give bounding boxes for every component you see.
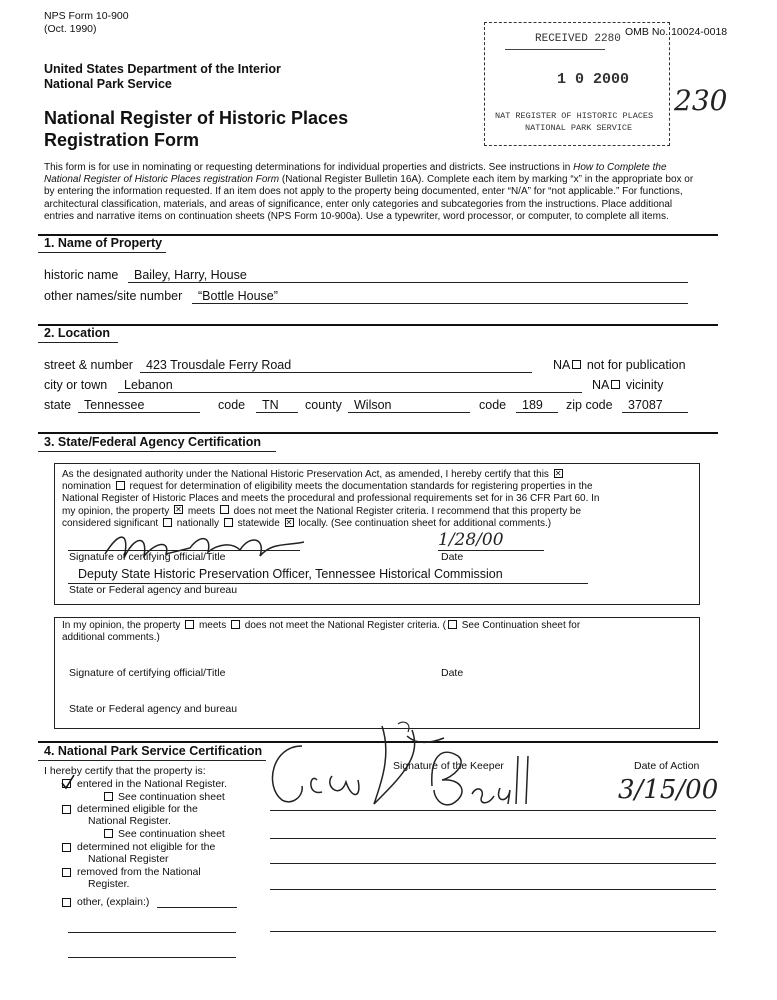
removed-label: removed from the National — [77, 866, 201, 878]
handwritten-number: 230 — [674, 84, 728, 117]
rule — [38, 432, 718, 434]
received-stamp — [484, 22, 670, 146]
signature2-label: Signature of certifying official/Title — [69, 667, 226, 679]
form-subtitle: Registration Form — [44, 130, 200, 150]
form-title: National Register of Historic Places — [44, 108, 349, 128]
stamp-service: NATIONAL PARK SERVICE — [525, 123, 633, 133]
date2-label: Date — [441, 667, 464, 679]
historic-name-field[interactable]: Bailey, Harry, House — [128, 267, 688, 283]
not-eligible-label-2: National Register — [88, 853, 169, 865]
keeper-line[interactable] — [270, 863, 716, 864]
nationally-checkbox[interactable] — [163, 518, 172, 527]
service: National Park Service — [44, 77, 172, 91]
continuation-1-label: See continuation sheet — [118, 791, 225, 803]
section-3-heading: 3. State/Federal Agency Certification — [44, 435, 261, 449]
opinion-continuation-checkbox[interactable] — [448, 620, 457, 629]
signature-label: Signature of certifying official/Title — [69, 551, 226, 563]
county-field[interactable]: Wilson — [348, 397, 470, 413]
other-names-label: other names/site number — [44, 289, 183, 303]
explain-line[interactable] — [68, 957, 236, 958]
certify-statement: I hereby certify that the property is: — [44, 765, 206, 777]
zip-label: zip code — [566, 398, 613, 412]
agency2-label: State or Federal agency and bureau — [69, 703, 238, 715]
keeper-line[interactable] — [270, 931, 716, 932]
other-label: other, (explain:) — [77, 896, 150, 908]
form-number: NPS Form 10-900 — [44, 10, 129, 22]
vicinity-checkbox[interactable] — [611, 380, 620, 389]
removed-checkbox[interactable] — [62, 868, 71, 877]
explain-line[interactable] — [68, 932, 236, 933]
stamp-received: RECEIVED 2280 — [535, 33, 621, 45]
removed-label-2: Register. — [88, 878, 130, 890]
county-code-label: code — [479, 398, 507, 412]
zip-field[interactable]: 37087 — [622, 397, 688, 413]
opinion-text: In my opinion, the property meets does not meet the National Register criteria. ( See Continuation sheet for additional comments.) — [62, 620, 581, 644]
date-label: Date — [441, 551, 464, 563]
eligible-label-2: National Register. — [88, 815, 171, 827]
street-field[interactable]: 423 Trousdale Ferry Road — [140, 357, 532, 373]
keeper-line[interactable] — [270, 810, 716, 811]
keeper-label: Signature of the Keeper — [393, 760, 504, 772]
opinion-meets-checkbox[interactable] — [185, 620, 194, 629]
keeper-line[interactable] — [270, 889, 716, 890]
omb-number: OMB No. 10024-0018 — [625, 26, 728, 38]
section-1-heading: 1. Name of Property — [44, 236, 163, 250]
street-label: street & number — [44, 358, 133, 372]
city-field[interactable]: Lebanon — [118, 377, 582, 393]
action-date: 3/15/00 — [618, 775, 719, 805]
state-code-field[interactable]: TN — [256, 397, 298, 413]
not-eligible-checkbox[interactable] — [62, 843, 71, 852]
county-label: county — [305, 398, 342, 412]
request-checkbox[interactable] — [116, 481, 125, 490]
agency-label: State or Federal agency and bureau — [69, 584, 238, 596]
state-field[interactable]: Tennessee — [78, 397, 200, 413]
does-not-meet-checkbox[interactable] — [220, 505, 229, 514]
county-code-field[interactable]: 189 — [516, 397, 558, 413]
eligible-label: determined eligible for the — [77, 803, 198, 815]
date-of-action-label: Date of Action — [634, 760, 700, 772]
continuation-2-checkbox[interactable] — [104, 829, 113, 838]
other-explain-line[interactable] — [157, 907, 237, 908]
continuation-1-checkbox[interactable] — [104, 792, 113, 801]
code-label: code — [218, 398, 246, 412]
form-date: (Oct. 1990) — [44, 23, 97, 35]
locally-checkbox[interactable] — [285, 518, 294, 527]
other-names-field[interactable]: “Bottle House” — [192, 288, 688, 304]
other-checkbox[interactable] — [62, 898, 71, 907]
opinion-does-not-meet-checkbox[interactable] — [231, 620, 240, 629]
certification-text: As the designated authority under the National Historic Preservation Act, as amended, I hereby certify that this ✕ nomination request for determination of eligibility meets the documentation standards for registering properties in the National Register of Historic Places and meets the procedural and professional requirements set for in 36 CFR Part 60. In my opinion, the property ✕ meets does not meet the National Register criteria. I recommend that this property be considered significant nationally statewide ✕ locally. (See continuation sheet for additional comments.) — [62, 469, 694, 530]
official-title: Deputy State Historic Preservation Officer, Tennessee Historical Commission — [78, 567, 503, 581]
stamp-register: NAT REGISTER OF HISTORIC PLACES — [495, 111, 654, 121]
eligible-checkbox[interactable] — [62, 805, 71, 814]
not-eligible-label: determined not eligible for the — [77, 841, 216, 853]
vicinity[interactable]: NA vicinity — [592, 378, 664, 392]
check-mark-icon — [60, 774, 76, 790]
stamp-date: 1 0 2000 — [557, 71, 630, 88]
signature-date: 1/28/00 — [438, 530, 504, 550]
section-4-heading: 4. National Park Service Certification — [44, 744, 263, 758]
keeper-line[interactable] — [270, 838, 716, 839]
city-label: city or town — [44, 378, 108, 392]
rule — [38, 324, 718, 326]
instructions: This form is for use in nominating or requesting determinations for individual properties and districts. See instructions in How to Complete the National Register of Historic Places registration Form (National Register Bulletin 16A). Complete each item by marking “x” in the appropriate box or by entering the information requested. If an item does not apply to the property being documented, enter “N/A” for “not applicable.” For functions, architectural classification, materials, and areas of significance, enter only categories and subcategories from the instructions. Place additional entries and narrative items on continuation sheets (NPS Form 10-900a). Use a typewriter, word processor, or computer, to complete all items. — [44, 162, 694, 222]
entered-label: entered in the National Register. — [77, 778, 228, 790]
nomination-checkbox[interactable] — [554, 469, 563, 478]
department: United States Department of the Interior — [44, 62, 281, 76]
section-2-heading: 2. Location — [44, 326, 110, 340]
not-for-publication-checkbox[interactable] — [572, 360, 581, 369]
state-label: state — [44, 398, 72, 412]
not-for-publication[interactable]: NA not for publication — [553, 358, 686, 372]
continuation-2-label: See continuation sheet — [118, 828, 225, 840]
statewide-checkbox[interactable] — [224, 518, 233, 527]
historic-name-label: historic name — [44, 268, 119, 282]
meets-checkbox[interactable] — [174, 505, 183, 514]
